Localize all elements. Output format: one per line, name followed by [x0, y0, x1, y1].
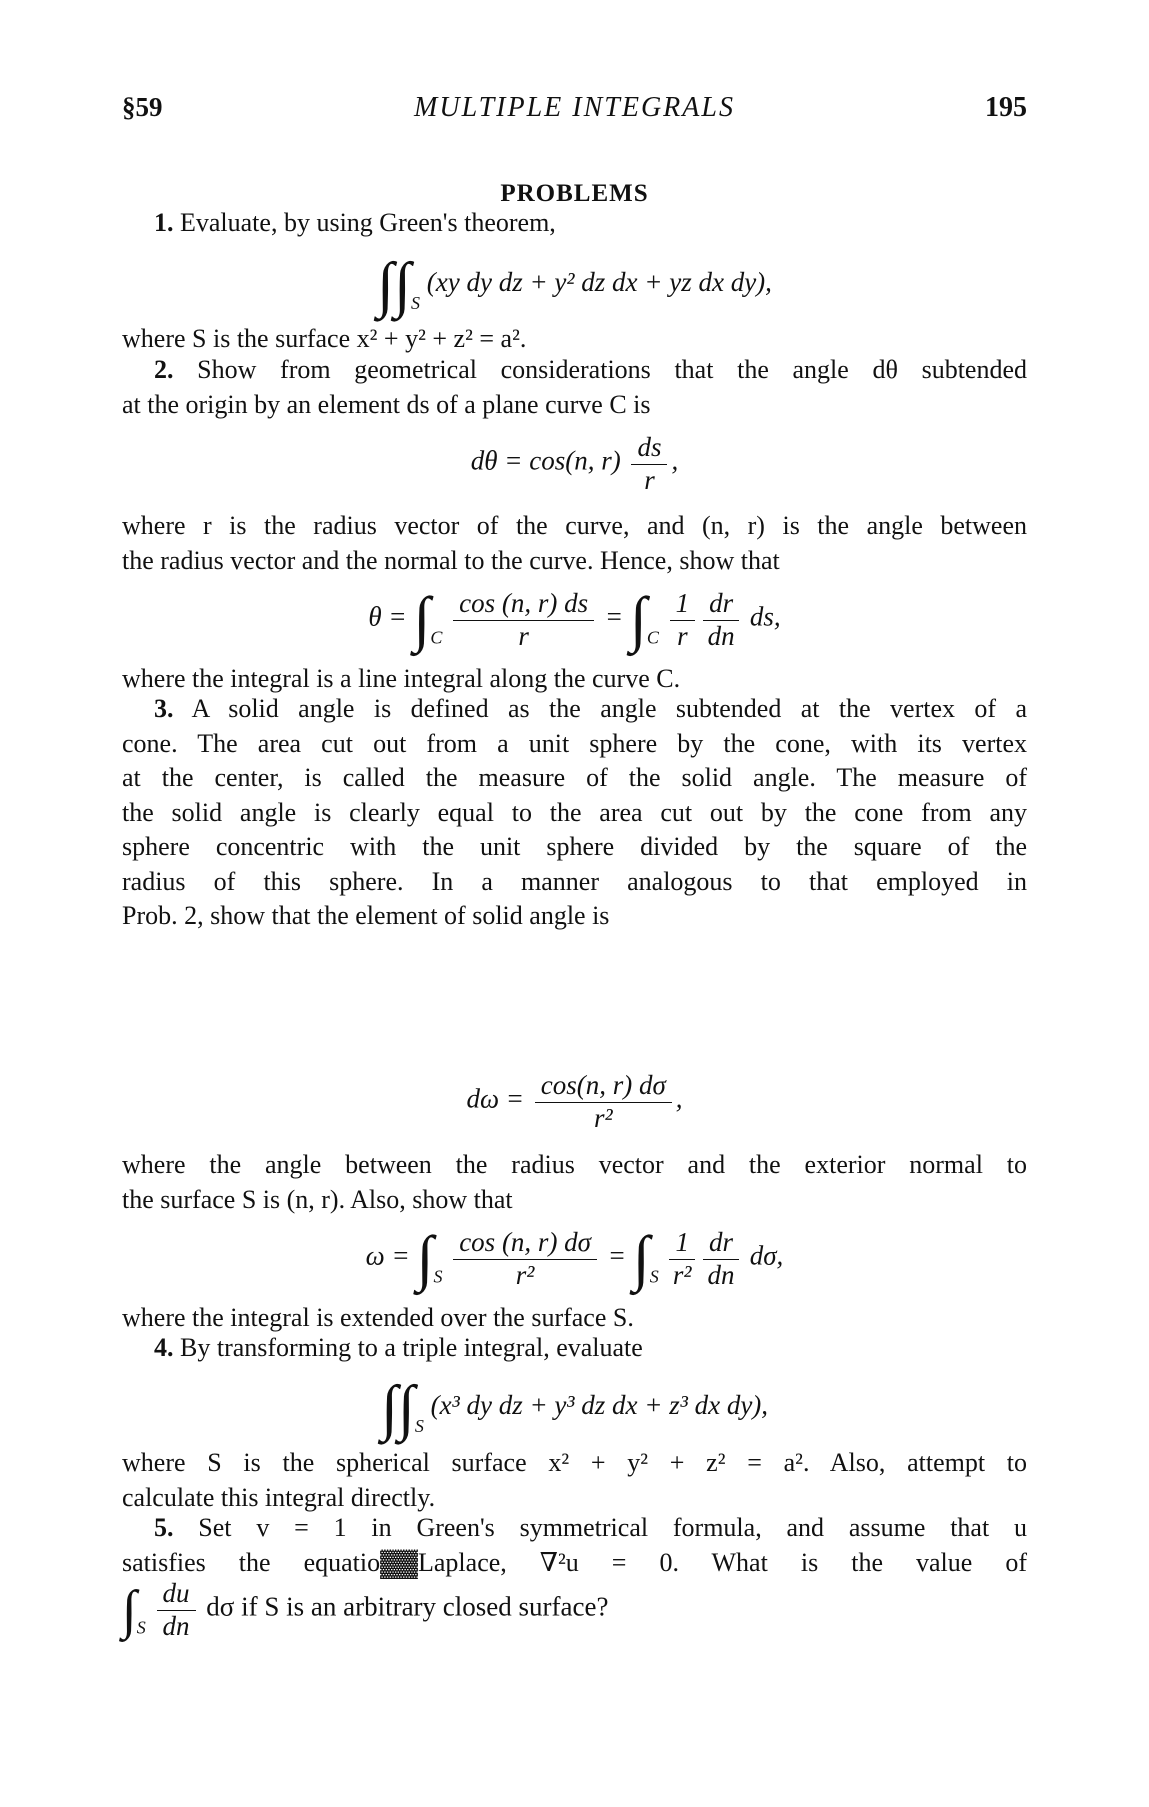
fraction [669, 1227, 695, 1290]
problem-5-line: satisfies the equatio▓▓Laplace, ∇²u = 0. What is the value of [122, 1547, 1027, 1577]
integral-sign: ∫ [413, 585, 431, 654]
problem-3-middle [122, 1148, 1027, 1217]
integral-subscript: S [649, 1266, 659, 1287]
fraction [670, 588, 696, 651]
numerator: 1 [669, 1227, 695, 1260]
problem-4-after [122, 1446, 1027, 1515]
numerator: du [157, 1578, 196, 1611]
running-title: MULTIPLE INTEGRALS [414, 92, 735, 123]
problem-5-question [122, 1578, 1027, 1645]
problem-3-line: where the angle between the radius vector and the exterior normal to [122, 1150, 1027, 1179]
fraction [453, 588, 594, 651]
problem-3-equation-2 [122, 1224, 1027, 1293]
problem-2-equation-1: dθ = cos(n, r) $\frac{ds}{r}$ , [470, 432, 679, 495]
problem-1-equation [122, 251, 1027, 319]
problem-1-surface: where S is the surface x² + y² + z² = a². [122, 324, 527, 353]
integral-sign: ∫ [380, 1374, 398, 1442]
problem-3-line: the solid angle is clearly equal to the area cut out by the cone from any [122, 797, 1027, 827]
problem-5-body [122, 1511, 1027, 1580]
eq-end: , [675, 1083, 683, 1114]
problem-2-equation-2 [122, 585, 1027, 654]
eq-left: dθ = cos(n, r) [470, 445, 621, 476]
fraction [703, 1227, 739, 1290]
numerator: cos (n, r) dσ [453, 1227, 597, 1260]
eq-end: dσ, [749, 1240, 784, 1271]
problem-1-text: Evaluate, by using Green's theorem, [173, 208, 556, 237]
integral-sign: ∫ [416, 1224, 434, 1293]
fraction [631, 432, 667, 495]
problem-5-line: Set v = 1 in Green's symmetrical formula, and assume that u [173, 1513, 1027, 1542]
numerator: 1 [670, 588, 696, 621]
problem-3-equation-1 [122, 1070, 1027, 1133]
section-number: §59 [122, 92, 163, 122]
problem-3-line: the surface S is (n, r). Also, show that [122, 1184, 513, 1214]
problem-2-line-1: Show from geometrical considerations that the angle dθ subtended [173, 355, 1027, 384]
problem-5-tail: dσ if S is an arbitrary closed surface? [206, 1591, 609, 1622]
integral-sign: ∫ [397, 1374, 415, 1442]
problem-1-after [122, 322, 1027, 357]
integral-sign: ∫ [632, 1224, 650, 1293]
fraction [453, 1227, 597, 1290]
problems-heading: PROBLEMS [500, 180, 649, 207]
denominator: dn [162, 1611, 190, 1641]
problem-2-number: 2. [154, 355, 174, 384]
integral-sign: ∫ [394, 251, 412, 319]
problem-3-number: 3. [154, 694, 174, 723]
eq-left: θ = [368, 601, 407, 632]
denominator: r² [515, 1260, 535, 1290]
problem-2-line-4: the radius vector and the normal to the curve. Hence, show that [122, 545, 780, 575]
problem-3-line: sphere concentric with the unit sphere divided by the square of the [122, 832, 1027, 861]
integral-subscript: S [433, 1266, 443, 1287]
problem-3-line: cone. The area cut out from a unit sphere by the cone, with its vertex [122, 728, 1027, 758]
problem-2-line-5: where the integral is a line integral along the curve C. [122, 664, 681, 693]
problem-2-middle [122, 509, 1027, 578]
equals: = [607, 1240, 626, 1271]
problem-3-line: Prob. 2, show that the element of solid angle is [122, 901, 610, 930]
equals: = [604, 601, 624, 632]
problem-3-line: where the integral is extended over the surface S. [122, 1303, 634, 1332]
problem-4-intro [122, 1331, 1027, 1366]
denominator: dn [707, 621, 735, 651]
numerator: cos (n, r) ds [453, 588, 594, 621]
integral-subscript: S [411, 293, 421, 314]
eq-left: ω = [365, 1240, 410, 1271]
denominator: r [677, 621, 688, 651]
page-number: 195 [985, 92, 1027, 123]
running-header [122, 92, 1027, 128]
problem-4-number: 4. [154, 1333, 174, 1362]
problem-4-equation [122, 1374, 1027, 1442]
problem-1-intro [122, 206, 1027, 241]
numerator: ds [631, 432, 667, 465]
problem-3-line: at the center, is called the measure of the solid angle. The measure of [122, 763, 1027, 792]
integral-sign: ∫ [122, 1579, 137, 1640]
denominator: r [518, 621, 529, 651]
numerator: cos(n, r) dσ [535, 1070, 672, 1103]
denominator: r [644, 465, 655, 495]
problem-4-line: where S is the spherical surface x² + y² + z² = a². Also, attempt to [122, 1448, 1027, 1477]
problem-4-text: By transforming to a triple integral, evaluate [173, 1333, 643, 1362]
problem-3-line: A solid angle is defined as the angle subtended at the vertex of a [173, 694, 1027, 723]
numerator: dr [703, 1227, 739, 1260]
numerator: dr [703, 588, 739, 621]
problem-1-integrand: (xy dy dz + y² dz dx + yz dx dy), [426, 267, 772, 298]
fraction [535, 1070, 672, 1133]
problem-3-line: radius of this sphere. In a manner analogous to that employed in [122, 866, 1027, 896]
denominator: r² [672, 1260, 692, 1290]
problem-2-line-3: where r is the radius vector of the curve, and (n, r) is the angle between [122, 511, 1027, 540]
integral-subscript: S [414, 1416, 424, 1437]
eq-left: dω = [466, 1083, 524, 1114]
integral-subscript: S [136, 1617, 146, 1638]
problem-3-body [122, 692, 1027, 934]
problem-4-integrand: (x³ dy dz + y³ dz dx + z³ dx dy), [430, 1390, 769, 1421]
eq-end: ds, [749, 601, 781, 632]
fraction [157, 1578, 196, 1641]
problem-2-line-2: at the origin by an element ds of a plane curve C is [122, 389, 651, 419]
integral-subscript: C [646, 627, 659, 648]
problem-5-number: 5. [154, 1513, 174, 1542]
denominator: r² [593, 1103, 613, 1133]
problem-4-line: calculate this integral directly. [122, 1482, 436, 1512]
integral-subscript: C [430, 627, 443, 648]
integral-sign: ∫ [377, 251, 395, 319]
denominator: dn [707, 1260, 735, 1290]
integral-sign: ∫ [629, 585, 647, 654]
problem-2-intro [122, 353, 1027, 422]
problem-1-number: 1. [154, 208, 174, 237]
fraction [703, 588, 739, 651]
